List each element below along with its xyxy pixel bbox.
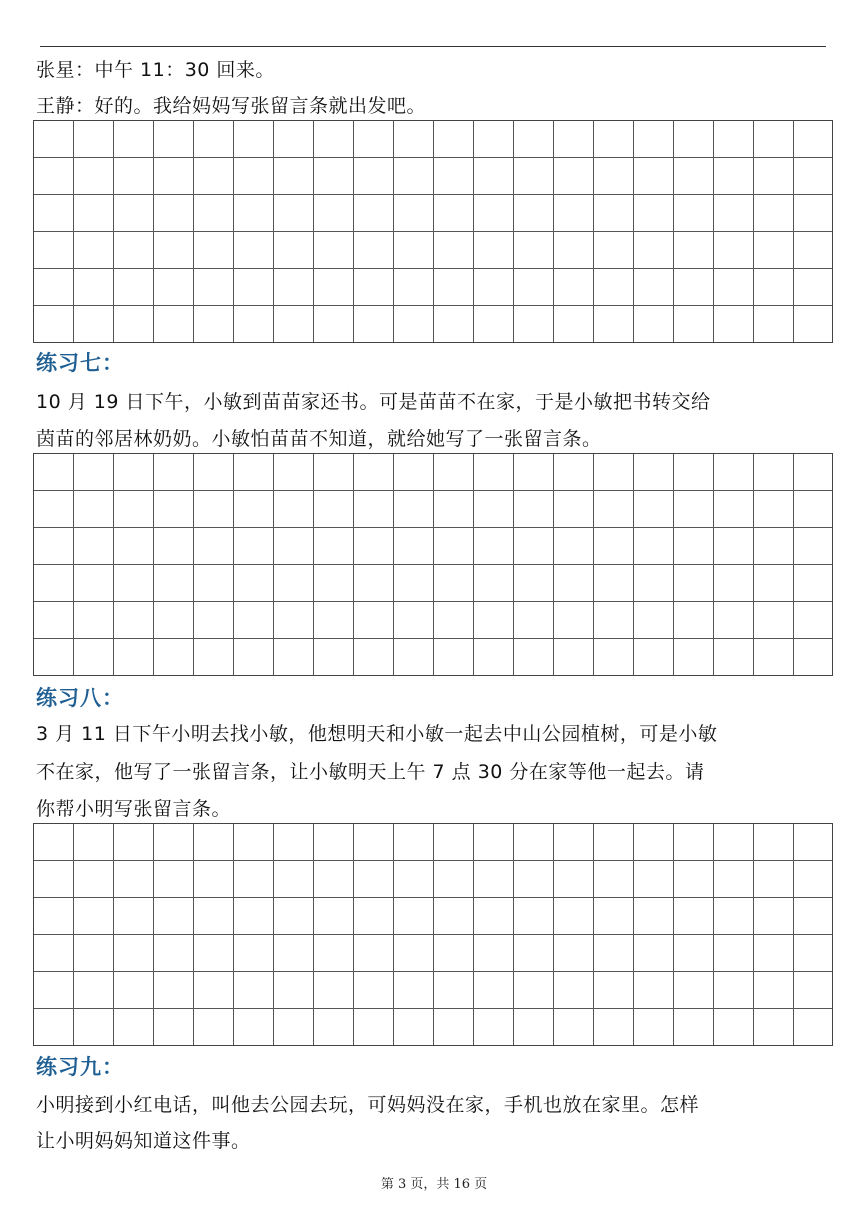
dialogue-line-zhangxing: 张星：中午 11：30 回来。 bbox=[36, 59, 275, 81]
page-number: 第 3 页，共 16 页 bbox=[380, 1177, 488, 1192]
exercise7-text-line1: 10 月 19 日下午，小敏到苗苗家还书。可是苗苗不在家，于是小敏把书转交给 bbox=[36, 391, 711, 413]
exercise7-heading: 练习七： bbox=[36, 351, 124, 375]
exercise8-heading: 练习八： bbox=[36, 686, 124, 710]
header-rule bbox=[40, 46, 826, 47]
exercise9-text-line1: 小明接到小红电话，叫他去公园去玩，可妈妈没在家，手机也放在家里。怎样 bbox=[36, 1094, 700, 1116]
exercise9-text-line2: 让小明妈妈知道这件事。 bbox=[36, 1130, 251, 1152]
exercise9-heading: 练习九： bbox=[36, 1055, 124, 1079]
writing-grid-3[interactable] bbox=[33, 823, 833, 1046]
exercise7-text-line2: 茵苗的邻居林奶奶。小敏怕苗苗不知道，就给她写了一张留言条。 bbox=[36, 428, 602, 450]
dialogue-line-wangjing: 王静：好的。我给妈妈写张留言条就出发吧。 bbox=[36, 95, 427, 117]
exercise8-text-line1: 3 月 11 日下午小明去找小敏，他想明天和小敏一起去中山公园植树，可是小敏 bbox=[36, 723, 718, 745]
exercise8-text-line2: 不在家，他写了一张留言条，让小敏明天上午 7 点 30 分在家等他一起去。请 bbox=[36, 761, 705, 783]
writing-grid-1[interactable] bbox=[33, 120, 833, 343]
exercise8-text-line3: 你帮小明写张留言条。 bbox=[36, 798, 232, 820]
writing-grid-2[interactable] bbox=[33, 453, 833, 676]
